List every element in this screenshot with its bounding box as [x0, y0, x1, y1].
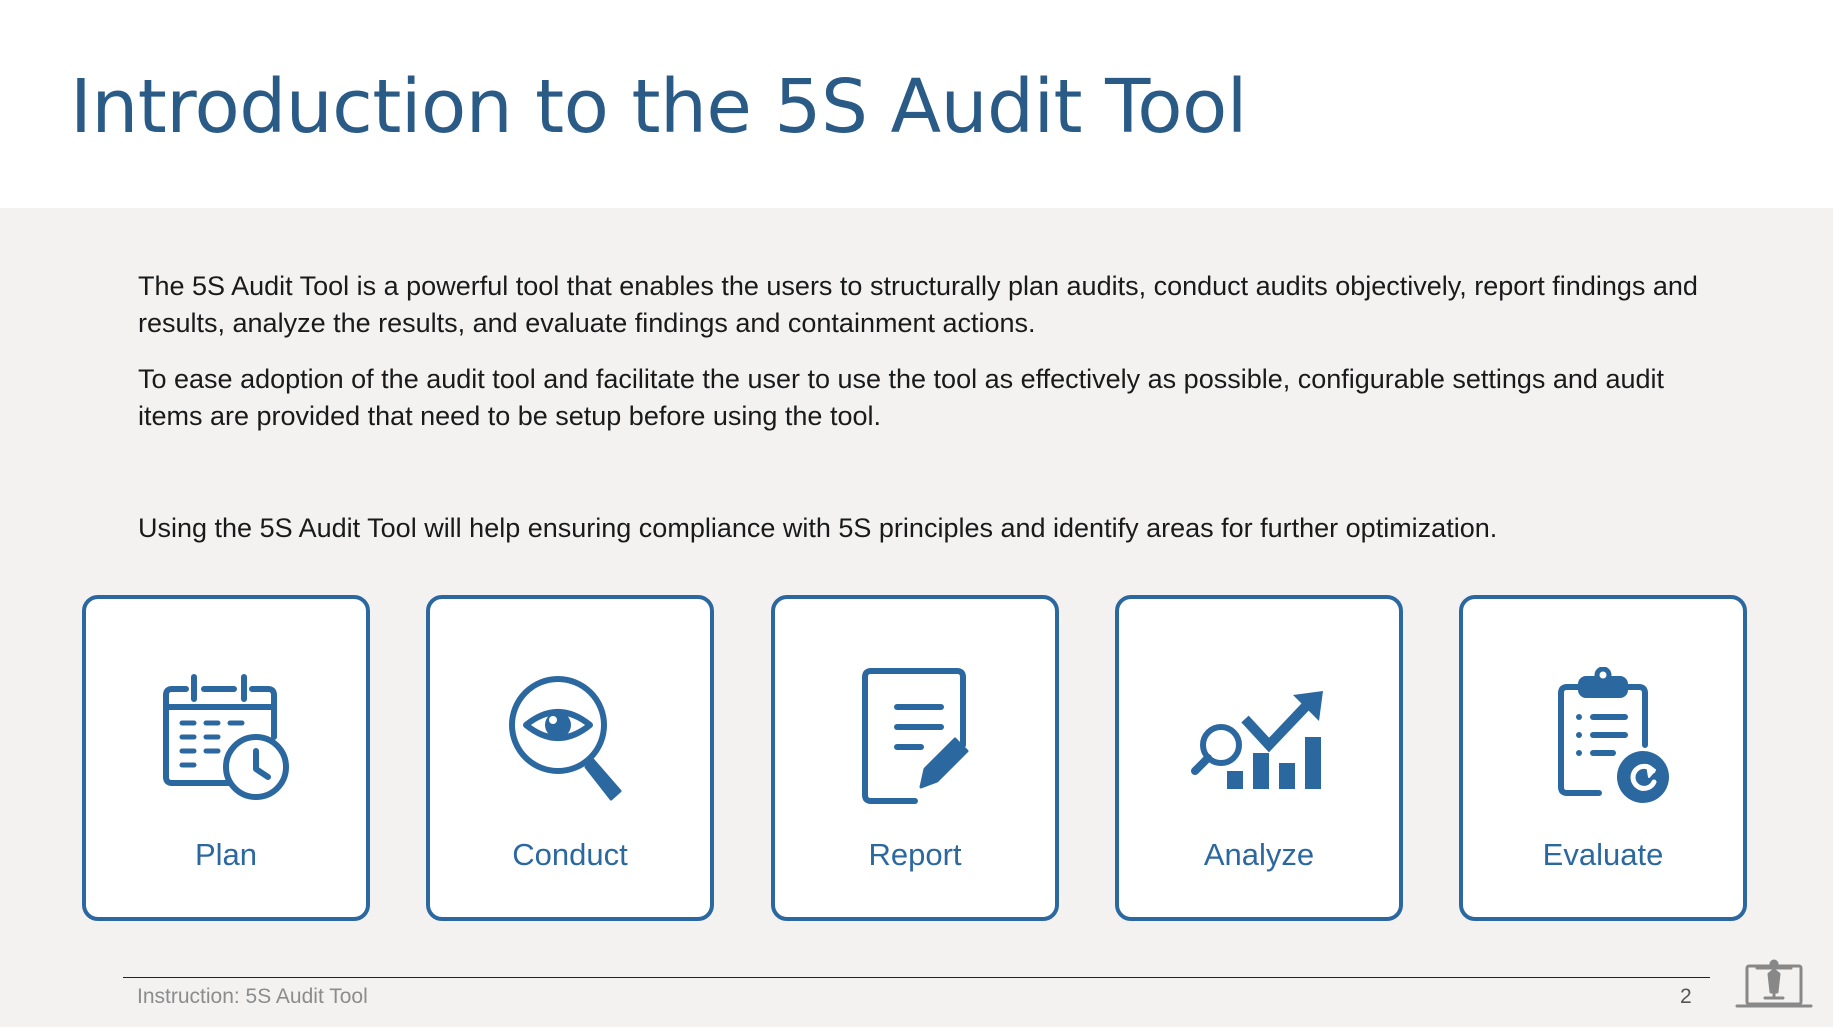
intro-paragraph: The 5S Audit Tool is a powerful tool that enables the users to structurally plan audits, conduct audits objectively, report findings and results, analyze the results, and evaluate findings and containment actions. — [138, 271, 1698, 338]
footer-title: Instruction: 5S Audit Tool — [137, 985, 368, 1008]
plan-card-label: Plan — [194, 837, 258, 872]
document-pen-icon — [845, 667, 985, 807]
analyze-card[interactable] — [1115, 595, 1403, 921]
plan-card[interactable] — [82, 595, 370, 921]
calendar-clock-icon — [156, 667, 296, 807]
page-number: 2 — [1680, 985, 1692, 1008]
conduct-card-label: Conduct — [512, 837, 628, 872]
laptop-pen-logo-icon — [1735, 958, 1813, 1014]
footer-divider — [123, 977, 1710, 978]
clipboard-refresh-icon — [1533, 667, 1673, 807]
analyze-card-label: Analyze — [1203, 837, 1315, 872]
adoption-paragraph: To ease adoption of the audit tool and facilitate the user to use the tool as effectively as possible, configurable settings and audit items are provided that need to be setup before using the tool. — [138, 364, 1665, 431]
magnifier-eye-icon — [500, 667, 640, 807]
evaluate-card-label: Evaluate — [1542, 837, 1664, 872]
title-band — [0, 0, 1833, 208]
report-card-label: Report — [868, 837, 962, 872]
slide-title: Introduction to the 5S Audit Tool — [70, 64, 1247, 150]
report-card[interactable] — [771, 595, 1059, 921]
analytics-chart-icon — [1189, 667, 1329, 807]
conduct-card[interactable] — [426, 595, 714, 921]
evaluate-card[interactable] — [1459, 595, 1747, 921]
compliance-paragraph: Using the 5S Audit Tool will help ensuring compliance with 5S principles and identify areas for further optimization. — [138, 513, 1498, 543]
